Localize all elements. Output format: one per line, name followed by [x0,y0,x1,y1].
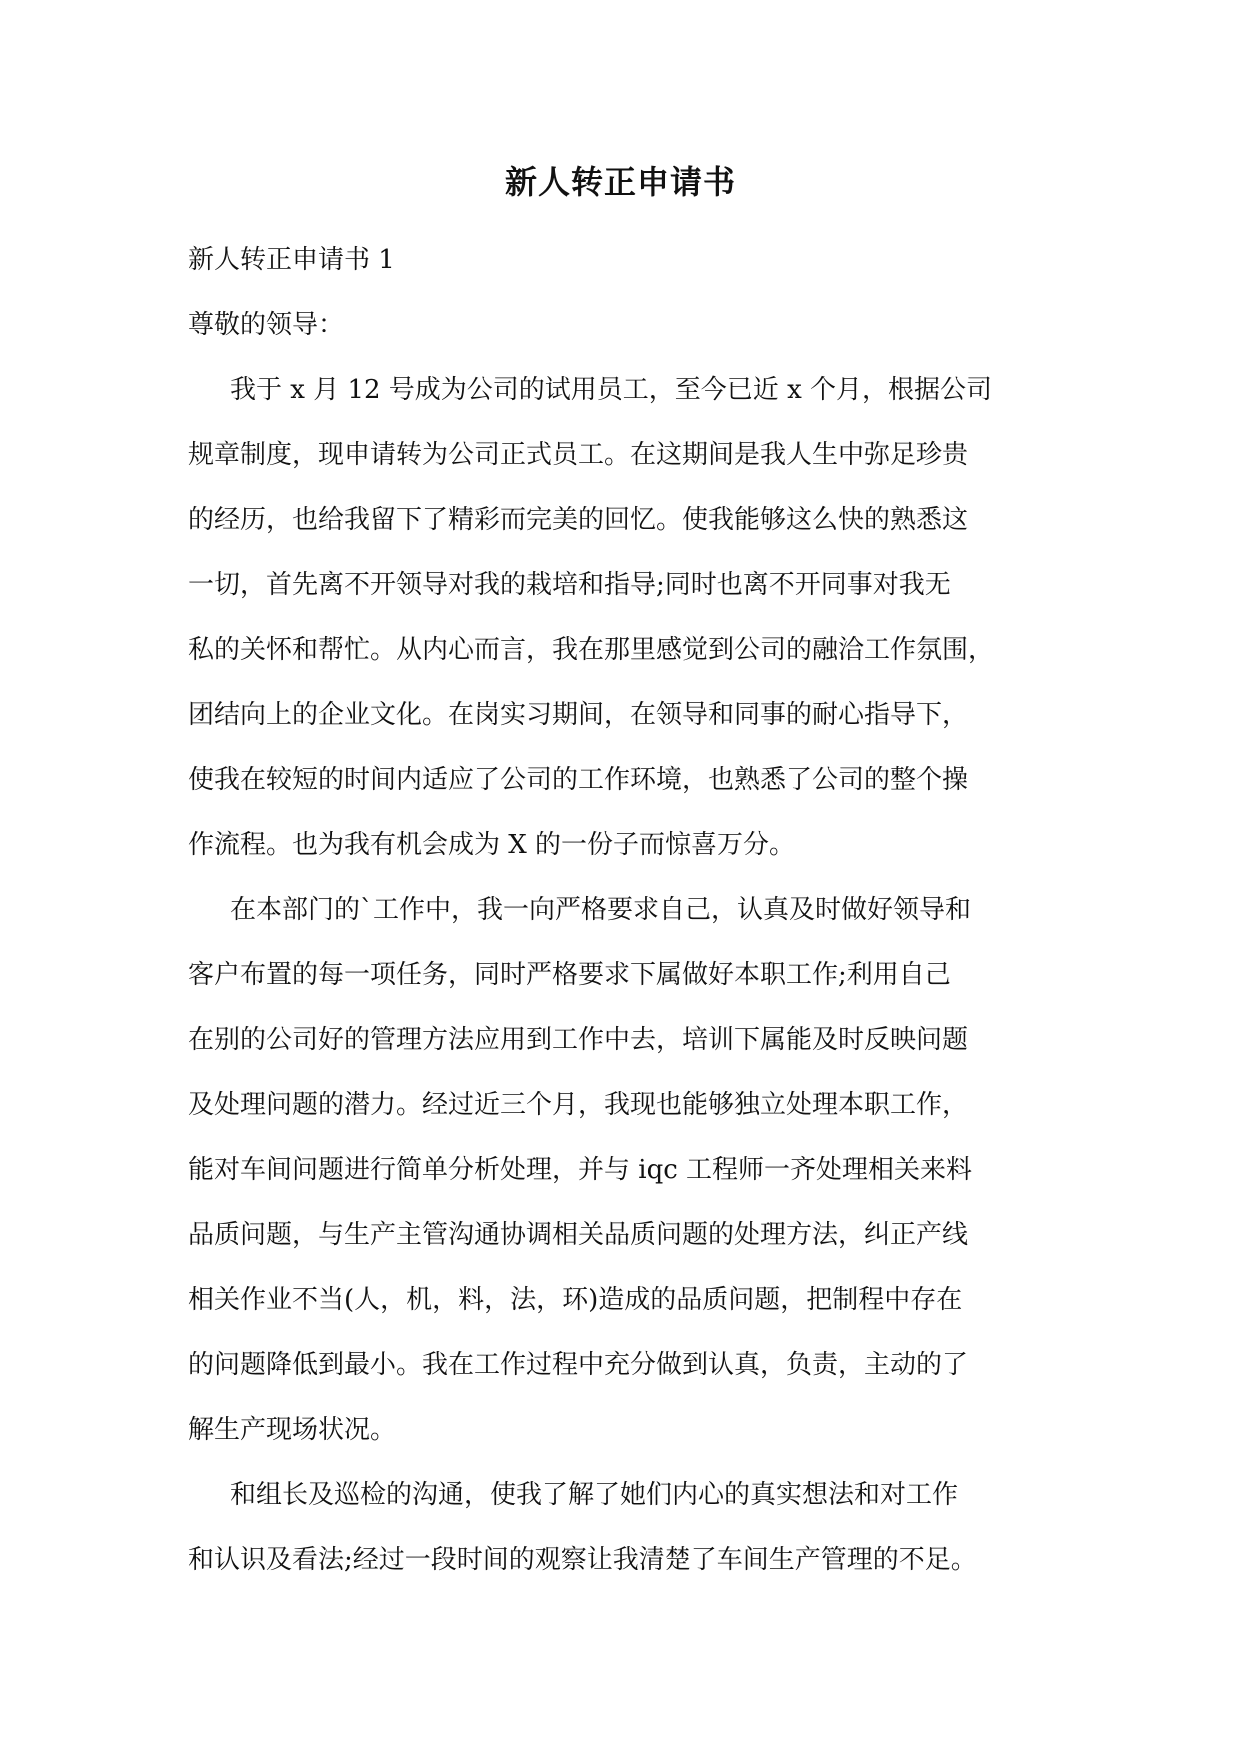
paragraph-line: 解生产现场状况。 [188,1415,397,1445]
paragraph-line: 的经历，也给我留下了精彩而完美的回忆。使我能够这么快的熟悉这 [188,505,969,535]
document-body [188,228,1058,1593]
paragraph-line: 及处理问题的潜力。经过近三个月，我现也能够独立处理本职工作， [188,1090,969,1120]
paragraph-line: 使我在较短的时间内适应了公司的工作环境，也熟悉了公司的整个操 [188,765,969,795]
paragraph-line: 品质问题，与生产主管沟通协调相关品质问题的处理方法，纠正产线 [188,1220,969,1250]
paragraph-line: 在别的公司好的管理方法应用到工作中去，培训下属能及时反映问题 [188,1025,969,1055]
paragraph-line: 的问题降低到最小。我在工作过程中充分做到认真，负责，主动的了 [188,1350,969,1380]
paragraph-line: 我于 x 月 12 号成为公司的试用员工，至今已近 x 个月，根据公司 [230,375,992,405]
paragraph-line: 能对车间问题进行简单分析处理，并与 iqc 工程师一齐处理相关来料 [188,1155,973,1185]
paragraph-line: 客户布置的每一项任务，同时严格要求下属做好本职工作;利用自己 [188,960,951,990]
paragraph-line: 规章制度，现申请转为公司正式员工。在这期间是我人生中弥足珍贵 [188,440,969,470]
paragraph-line: 在本部门的`工作中，我一向严格要求自己，认真及时做好领导和 [230,895,972,925]
subtitle-line: 新人转正申请书 1 [188,245,395,275]
document-title: 新人转正申请书 [504,163,736,201]
paragraph-line: 相关作业不当(人，机，料，法，环)造成的品质问题，把制程中存在 [188,1285,963,1315]
paragraph-line: 一切，首先离不开领导对我的栽培和指导;同时也离不开同事对我无 [188,570,951,600]
paragraph-line: 和认识及看法;经过一段时间的观察让我清楚了车间生产管理的不足。 [188,1545,977,1575]
paragraph-line: 团结向上的企业文化。在岗实习期间，在领导和同事的耐心指导下， [188,700,969,730]
paragraph-line: 和组长及巡检的沟通，使我了解了她们内心的真实想法和对工作 [230,1480,959,1510]
paragraph-line: 作流程。也为我有机会成为 X 的一份子而惊喜万分。 [188,830,796,860]
salutation-line: 尊敬的领导： [188,310,345,340]
paragraph-line: 私的关怀和帮忙。从内心而言，我在那里感觉到公司的融洽工作氛围， [188,635,995,665]
